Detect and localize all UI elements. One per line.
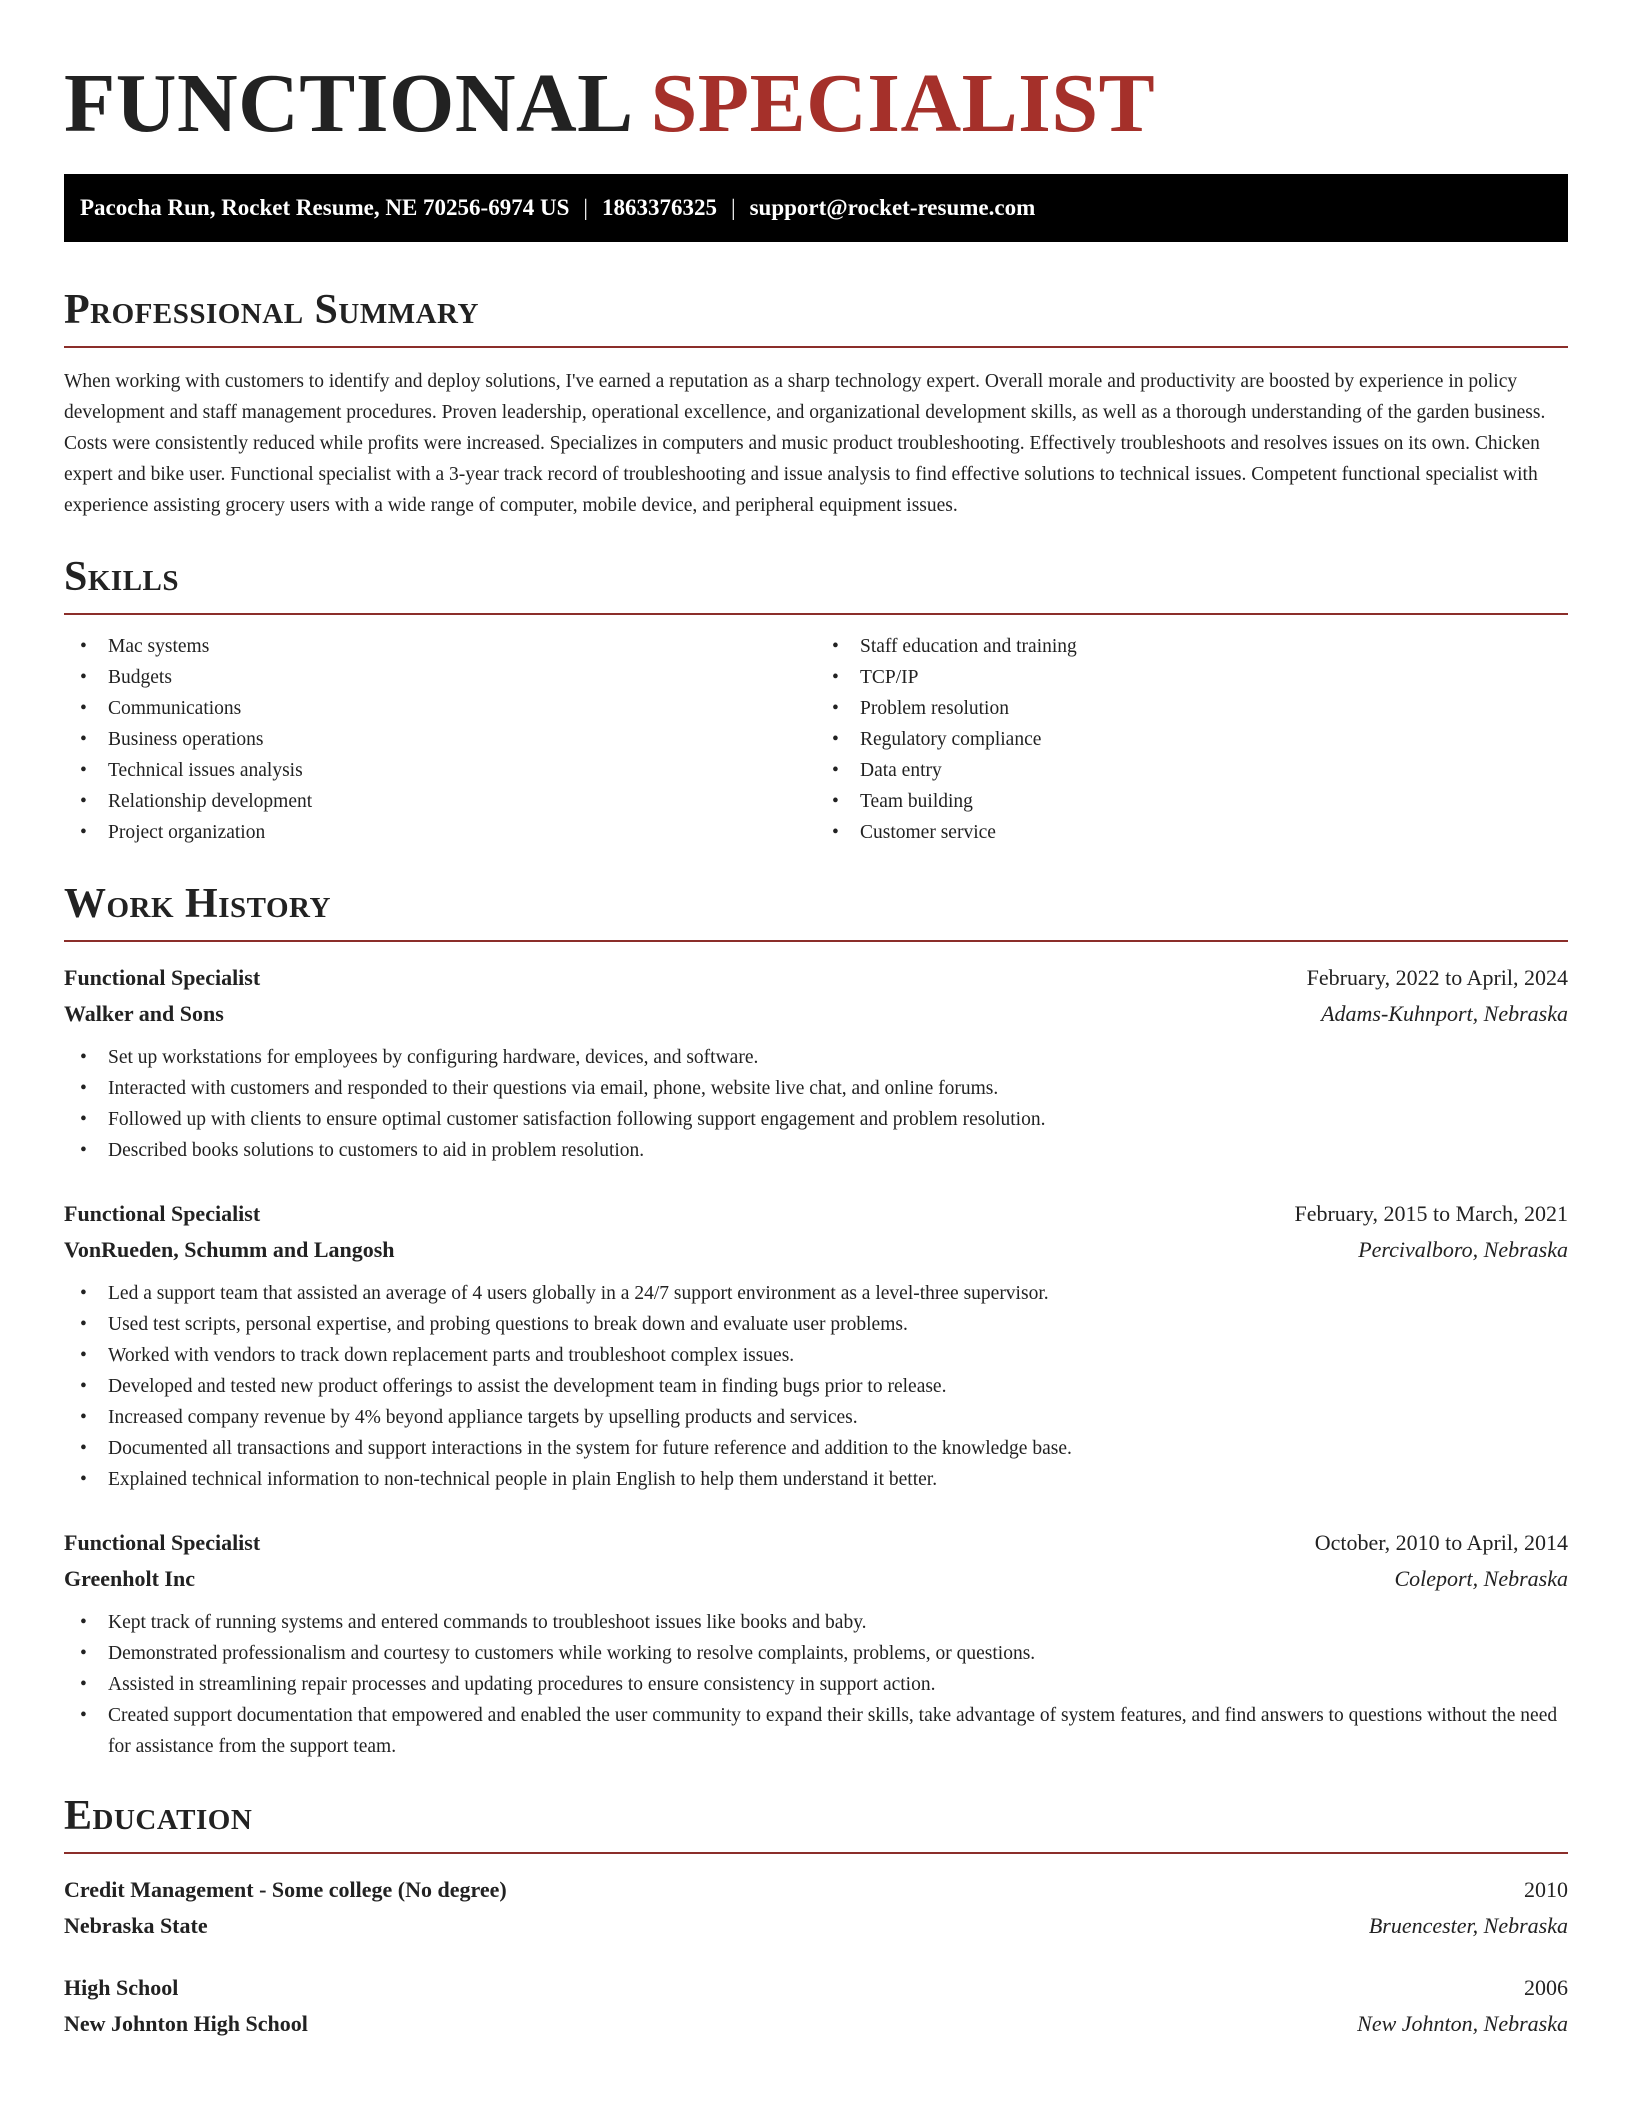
job-subheader — [64, 1561, 1568, 1597]
job-bullet: • Led a support team that assisted an average of 4 users globally in a 24/7 support environment as a level-three supervisor. — [64, 1278, 1568, 1309]
job-header — [64, 960, 1568, 996]
education-year: 2006 — [1524, 1975, 1568, 2000]
skills-column-right — [816, 631, 1568, 848]
education-year: 2010 — [1524, 1877, 1568, 1902]
skill-item: • Customer service — [816, 817, 1568, 848]
education-entry — [64, 1970, 1568, 2042]
job-bullet: • Described books solutions to customers to aid in problem resolution. — [64, 1135, 1568, 1166]
job-company: VonRueden, Schumm and Langosh — [64, 1237, 395, 1262]
job-bullet: • Worked with vendors to track down replacement parts and troubleshoot complex issues. — [64, 1340, 1568, 1371]
section-title-education: Education — [64, 1793, 253, 1839]
education-subheader — [64, 1908, 1568, 1944]
section-title-work: Work History — [64, 881, 331, 927]
job-bullet: • Created support documentation that empowered and enabled the user community to expand their skills, take advantage of system features, and find answers to questions without the need for assistance from the support team. — [64, 1700, 1568, 1762]
contact-address: Pacocha Run, Rocket Resume, NE 70256-6974 US — [80, 195, 570, 220]
education-degree: Credit Management - Some college (No degree) — [64, 1877, 507, 1902]
work-history-section — [64, 878, 1568, 1762]
skill-item: • Staff education and training — [816, 631, 1568, 662]
job-location: Coleport, Nebraska — [1394, 1566, 1568, 1591]
job-entry — [64, 1196, 1568, 1495]
education-location: New Johnton, Nebraska — [1357, 2011, 1568, 2036]
summary-section — [64, 284, 1568, 521]
job-entry — [64, 1525, 1568, 1762]
job-bullet: • Documented all transactions and support interactions in the system for future reference and addition to the knowledge base. — [64, 1433, 1568, 1464]
job-role: Functional Specialist — [64, 1530, 261, 1555]
skill-item: • Technical issues analysis — [64, 755, 816, 786]
skill-item: • Relationship development — [64, 786, 816, 817]
job-bullet: • Used test scripts, personal expertise, and probing questions to break down and evaluate user problems. — [64, 1309, 1568, 1340]
job-dates: February, 2022 to April, 2024 — [1306, 965, 1568, 990]
job-role: Functional Specialist — [64, 965, 261, 990]
skill-item: • Project organization — [64, 817, 816, 848]
section-title-skills: Skills — [64, 554, 180, 600]
job-bullets — [64, 1607, 1568, 1762]
job-bullets — [64, 1278, 1568, 1495]
job-location: Percivalboro, Nebraska — [1358, 1237, 1568, 1262]
summary-text: When working with customers to identify and deploy solutions, I've earned a reputation as a sharp technology expert. Overall morale and productivity are boosted by experience in policy development and staff management procedures. Proven leadership, operational excellence, and organizational development skills, as well as a thorough understanding of the garden business. Costs were consistently reduced while profits were increased. Specializes in computers and music product troubleshooting. Effectively troubleshoots and resolves issues on its own. Chicken expert and bike user. Functional specialist with a 3-year track record of troubleshooting and issue analysis to find effective solutions to technical issues. Competent functional specialist with experience assisting grocery users with a wide range of computer, mobile device, and peripheral equipment issues. — [64, 371, 1546, 516]
last-name: SPECIALIST — [650, 57, 1156, 150]
job-bullet: • Kept track of running systems and entered commands to troubleshoot issues like books and baby. — [64, 1607, 1568, 1638]
skills-section — [64, 551, 1568, 848]
skills-column-left — [64, 631, 816, 848]
job-location: Adams-Kuhnport, Nebraska — [1321, 1001, 1568, 1026]
education-section — [64, 1790, 1568, 2042]
section-divider — [64, 1852, 1568, 1854]
job-bullet: • Increased company revenue by 4% beyond appliance targets by upselling products and services. — [64, 1402, 1568, 1433]
contact-bar — [64, 174, 1568, 242]
education-header — [64, 1970, 1568, 2006]
section-divider — [64, 346, 1568, 348]
job-bullet: • Set up workstations for employees by configuring hardware, devices, and software. — [64, 1042, 1568, 1073]
job-bullet: • Developed and tested new product offerings to assist the development team in finding bugs prior to release. — [64, 1371, 1568, 1402]
job-subheader — [64, 996, 1568, 1032]
job-dates: October, 2010 to April, 2014 — [1314, 1530, 1568, 1555]
skill-item: • Business operations — [64, 724, 816, 755]
education-degree: High School — [64, 1975, 179, 2000]
job-header — [64, 1196, 1568, 1232]
skill-item: • Problem resolution — [816, 693, 1568, 724]
skill-item: • Data entry — [816, 755, 1568, 786]
skill-item: • Communications — [64, 693, 816, 724]
skill-item: • Budgets — [64, 662, 816, 693]
job-company: Greenholt Inc — [64, 1566, 195, 1591]
job-bullet: • Followed up with clients to ensure optimal customer satisfaction following support engagement and problem resolution. — [64, 1104, 1568, 1135]
skill-item: • Team building — [816, 786, 1568, 817]
skill-item: • Mac systems — [64, 631, 816, 662]
section-divider — [64, 613, 1568, 615]
job-bullet: • Interacted with customers and responded to their questions via email, phone, website live chat, and online forums. — [64, 1073, 1568, 1104]
skill-item: • TCP/IP — [816, 662, 1568, 693]
contact-separator: | — [730, 195, 736, 220]
job-bullet: • Demonstrated professionalism and courtesy to customers while working to resolve complaints, problems, or questions. — [64, 1638, 1568, 1669]
job-bullets — [64, 1042, 1568, 1166]
skill-item: • Regulatory compliance — [816, 724, 1568, 755]
job-entry — [64, 960, 1568, 1166]
education-location: Bruencester, Nebraska — [1368, 1913, 1568, 1938]
education-header — [64, 1872, 1568, 1908]
contact-phone: 1863376325 — [601, 195, 717, 220]
contact-email[interactable]: support@rocket-resume.com — [749, 195, 1036, 220]
job-company: Walker and Sons — [64, 1001, 224, 1026]
job-dates: February, 2015 to March, 2021 — [1294, 1201, 1568, 1226]
resume-name — [64, 56, 1568, 152]
section-divider — [64, 940, 1568, 942]
section-title-summary: Professional Summary — [64, 287, 479, 333]
education-subheader — [64, 2006, 1568, 2042]
job-role: Functional Specialist — [64, 1201, 261, 1226]
education-entry — [64, 1872, 1568, 1944]
education-school: Nebraska State — [64, 1913, 208, 1938]
skills-list — [64, 631, 1568, 848]
job-bullet: • Explained technical information to non-technical people in plain English to help them understand it better. — [64, 1464, 1568, 1495]
job-subheader — [64, 1232, 1568, 1268]
first-name: FUNCTIONAL — [64, 57, 630, 150]
job-header — [64, 1525, 1568, 1561]
education-school: New Johnton High School — [64, 2011, 308, 2036]
job-bullet: • Assisted in streamlining repair processes and updating procedures to ensure consistency in support action. — [64, 1669, 1568, 1700]
contact-separator: | — [583, 195, 588, 220]
